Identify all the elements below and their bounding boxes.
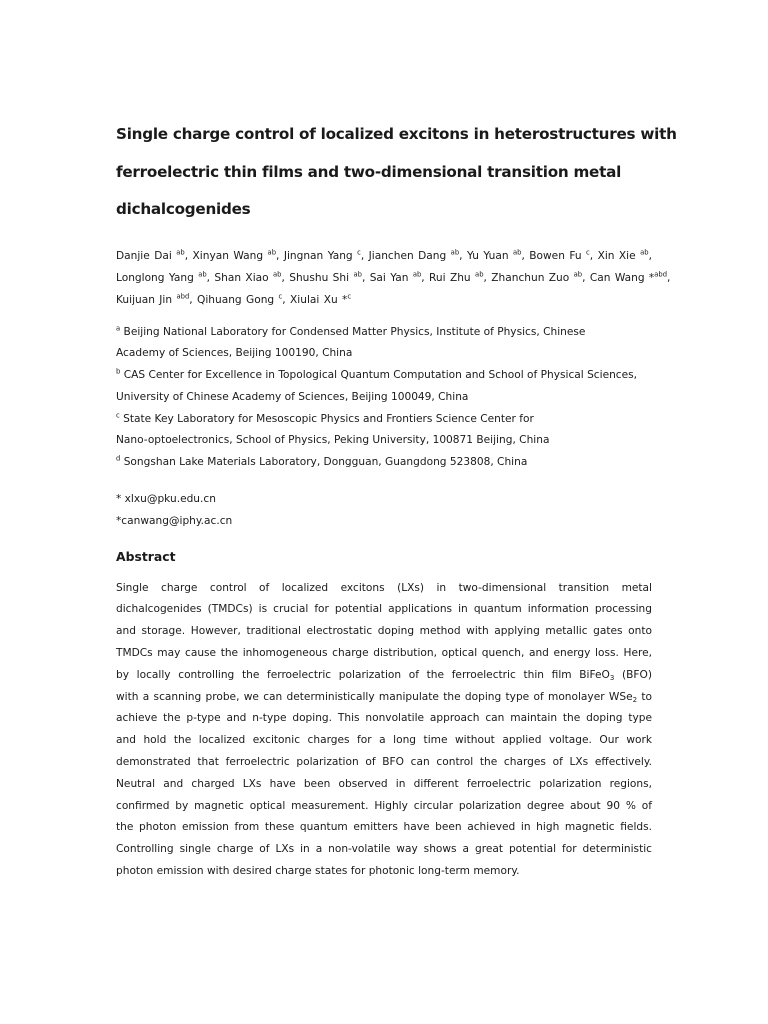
- author-line: [116, 289, 652, 311]
- affiliation-marker: ab: [412, 270, 422, 278]
- abstract-line: [116, 817, 652, 839]
- abstract-text: photon emission with desired charge states for photonic long-term memory.: [116, 865, 520, 878]
- affiliation: [116, 452, 652, 474]
- author-name: Bowen Fu: [529, 249, 582, 262]
- author-separator: ,: [648, 249, 652, 262]
- abstract-heading: Abstract: [116, 548, 176, 564]
- author-name: Zhanchun Zuo: [491, 271, 570, 284]
- author: [491, 272, 585, 284]
- abstract-line: [116, 665, 652, 687]
- author-name: Rui Zhu: [429, 271, 471, 284]
- affiliation-text: Nano-optoelectronics, School of Physics, Peking University, 100871 Beijing, China: [116, 434, 550, 447]
- abstract-text: dichalcogenides (TMDCs) is crucial for potential applications in quantum information processing: [116, 603, 652, 616]
- author-separator: ,: [276, 249, 280, 262]
- abstract-text: and hold the localized excitonic charges for a long time without applied voltage. Our work: [116, 734, 652, 747]
- affiliation-marker: c: [347, 292, 352, 300]
- title-line: ferroelectric thin films and two-dimensional transition metal: [116, 162, 622, 181]
- author: [529, 250, 593, 262]
- author: [284, 250, 364, 262]
- author-separator: ,: [189, 293, 193, 306]
- author: [116, 250, 188, 262]
- author: [590, 272, 671, 284]
- affiliation-marker: ab: [512, 248, 522, 256]
- email-canwang: *canwang@iphy.ac.cn: [116, 514, 233, 527]
- author-separator: ,: [281, 271, 285, 284]
- author-name: Qihuang Gong: [197, 293, 275, 306]
- affiliation-list: [116, 322, 652, 475]
- author-separator: ,: [361, 271, 366, 284]
- email-xlxu: * xlxu@pku.edu.cn: [116, 493, 216, 506]
- affiliation-marker: ab: [176, 248, 185, 256]
- abstract-text: the photon emission from these quantum emitters have been achieved in high magnetic fields.: [116, 821, 652, 834]
- affiliation-line: [116, 452, 652, 474]
- abstract-text: demonstrated that ferroelectric polarization of BFO can control the charges of LXs effectively.: [116, 756, 652, 769]
- affiliation-text: Beijing National Laboratory for Condensed Matter Physics, Institute of Physics, Chinese: [123, 325, 586, 338]
- author-separator: ,: [421, 271, 425, 284]
- author: [369, 250, 463, 262]
- abstract-text: Controlling single charge of LXs in a non-volatile way shows a great potential for deterministic: [116, 843, 652, 856]
- author-line: [116, 267, 671, 289]
- affiliation-marker: abd: [654, 270, 668, 278]
- abstract-text: to: [637, 690, 652, 703]
- abstract-text: and storage. However, traditional electrostatic doping method with applying metallic gates onto: [116, 625, 652, 638]
- author: [214, 272, 284, 284]
- author: [116, 272, 210, 284]
- abstract-line: [116, 687, 652, 709]
- abstract-text: TMDCs may cause the inhomogeneous charge distribution, optical quench, and energy loss. Here,: [116, 647, 652, 660]
- affiliation-line: [116, 409, 652, 431]
- author-name: Xinyan Wang: [192, 249, 264, 262]
- abstract-text: confirmed by magnetic optical measurement. Highly circular polarization degree about 90 % of: [116, 799, 652, 812]
- subscript: 2: [632, 695, 638, 704]
- affiliation-marker: ab: [353, 270, 362, 278]
- abstract-line: [116, 599, 652, 621]
- affiliation-text: University of Chinese Academy of Sciences, Beijing 100049, China: [116, 390, 469, 403]
- corresponding-emails: [116, 489, 652, 533]
- affiliation: [116, 365, 652, 409]
- author-separator: ,: [589, 249, 594, 262]
- affiliation-mark: a: [116, 324, 121, 332]
- author: [370, 272, 425, 284]
- affiliation-text: Songshan Lake Materials Laboratory, Dongguan, Guangdong 523808, China: [123, 456, 528, 469]
- affiliation-marker: ab: [573, 270, 583, 278]
- affiliation-marker: ab: [450, 248, 460, 256]
- title-line: Single charge control of localized excitons in heterostructures with: [116, 125, 677, 143]
- abstract-line: [116, 578, 652, 600]
- abstract-text: Neutral and charged LXs have been observed in different ferroelectric polarization regions,: [116, 777, 652, 790]
- title-line: dichalcogenides: [116, 200, 251, 218]
- author-name: Yu Yuan: [466, 249, 509, 262]
- abstract-body: [116, 578, 652, 883]
- abstract-text: achieve the p-type and n-type doping. This nonvolatile approach can maintain the doping type: [116, 712, 652, 725]
- author-separator: ,: [521, 249, 525, 262]
- author-separator: ,: [206, 271, 211, 284]
- author-name: Xin Xie: [597, 249, 636, 262]
- affiliation-mark: b: [116, 367, 121, 376]
- abstract-text: by locally controlling the ferroelectric polarization of the ferroelectric thin film BiFeO: [116, 668, 610, 681]
- abstract-line: [116, 839, 652, 861]
- affiliation-line: [116, 322, 652, 344]
- author: [116, 294, 193, 306]
- author: [467, 250, 525, 262]
- abstract-line: [116, 774, 652, 796]
- author-separator: ,: [282, 293, 286, 306]
- affiliation-line: [116, 343, 652, 365]
- author-name: Jingnan Yang: [283, 249, 353, 262]
- affiliation-marker: c: [357, 248, 361, 256]
- author: [197, 294, 286, 306]
- abstract-line: [116, 730, 652, 752]
- abstract-line: [116, 752, 652, 774]
- author-name: Can Wang *: [589, 271, 655, 284]
- abstract-line: [116, 708, 652, 730]
- paper-content: [116, 116, 677, 883]
- author: [289, 272, 365, 284]
- abstract-line: [116, 861, 652, 883]
- author-name: Longlong Yang: [116, 271, 194, 284]
- affiliation-mark: d: [116, 454, 121, 463]
- author-separator: ,: [459, 249, 463, 262]
- author-name: Xiulai Xu *: [290, 293, 348, 306]
- author-name: Jianchen Dang: [368, 249, 447, 262]
- author-name: Sai Yan: [369, 271, 409, 284]
- abstract-text: (BFO): [614, 668, 652, 681]
- affiliation-marker: ab: [267, 248, 277, 256]
- author-name: Shan Xiao: [214, 271, 269, 284]
- affiliation-marker: c: [586, 248, 590, 256]
- author-separator: ,: [667, 271, 671, 284]
- author: [429, 272, 487, 284]
- affiliation: [116, 322, 652, 366]
- affiliation: [116, 409, 652, 453]
- affiliation-marker: ab: [198, 270, 207, 278]
- paper-title: [116, 116, 677, 229]
- affiliation-line: [116, 365, 652, 387]
- author-separator: ,: [360, 249, 365, 262]
- author-separator: ,: [582, 271, 586, 284]
- author-name: Shushu Shi: [289, 271, 350, 284]
- author: [193, 250, 280, 262]
- affiliation-text: State Key Laboratory for Mesoscopic Physics and Frontiers Science Center for: [123, 412, 534, 425]
- abstract-line: [116, 643, 652, 665]
- author-line: [116, 245, 652, 267]
- affiliation-mark: c: [116, 411, 120, 420]
- affiliation-line: [116, 387, 652, 409]
- affiliation-marker: c: [278, 292, 283, 300]
- author: [598, 250, 652, 262]
- author-name: Danjie Dai: [116, 249, 172, 262]
- abstract-text: Single charge control of localized excitons (LXs) in two-dimensional transition metal: [116, 581, 652, 594]
- affiliation-text: Academy of Sciences, Beijing 100190, China: [116, 347, 353, 360]
- abstract-text: with a scanning probe, we can deterministically manipulate the doping type of monolayer WSe: [116, 690, 633, 703]
- abstract-line: [116, 796, 652, 818]
- affiliation-marker: ab: [272, 270, 282, 278]
- affiliation-marker: abd: [176, 292, 190, 300]
- affiliation-line: [116, 430, 652, 452]
- abstract-line: [116, 621, 652, 643]
- author-list: [116, 245, 671, 311]
- affiliation-text: CAS Center for Excellence in Topological Quantum Computation and School of Physical Sciences,: [123, 369, 638, 382]
- subscript: 3: [609, 673, 615, 682]
- author-separator: ,: [483, 271, 487, 284]
- affiliation-marker: ab: [640, 248, 649, 256]
- author-name: Kuijuan Jin: [116, 293, 173, 306]
- affiliation-marker: ab: [475, 270, 484, 278]
- author-separator: ,: [184, 249, 189, 262]
- author: [290, 294, 351, 306]
